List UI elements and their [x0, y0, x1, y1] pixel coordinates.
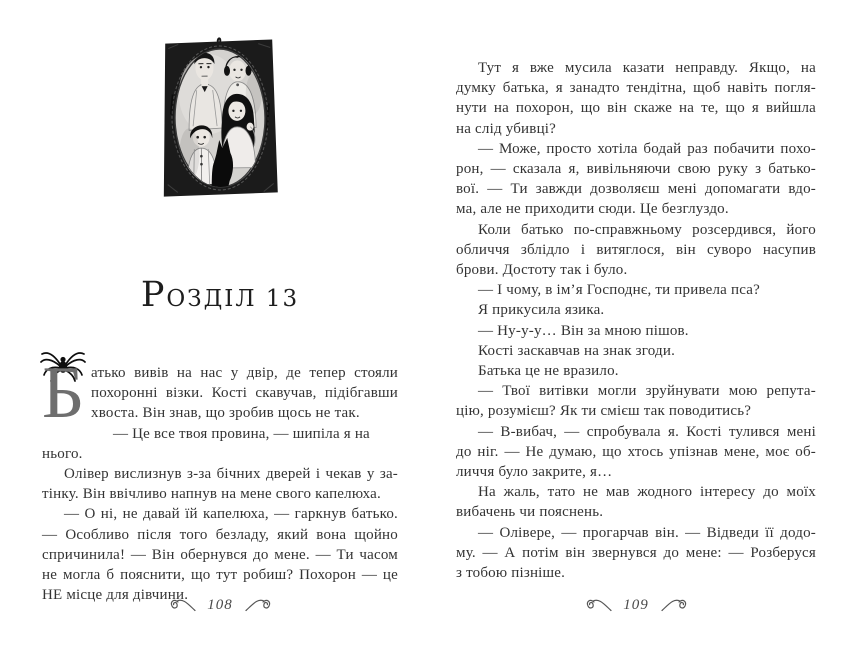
flourish-right-icon: [245, 598, 272, 613]
paragraph: [456, 381, 816, 421]
paragraph: [456, 300, 816, 320]
text-line: му. — А потім він звернувся до мене: — Розберуся: [456, 544, 816, 561]
paragraph: [456, 341, 816, 361]
text-line: до ніг. — Не думаю, що хтось упізнав мене, моє об-: [456, 443, 816, 460]
paragraph: [42, 424, 398, 464]
text-line: думку батька, я занадто тендітна, щоб навіть погля-: [456, 80, 816, 97]
text-line: тінку. Він ввічливо напнув на мене свого капелюха.: [42, 486, 381, 503]
paragraph: [456, 321, 816, 341]
text-line: атько вивів на нас у двір, де тепер стояли: [91, 365, 398, 381]
right-page-footer: [456, 597, 816, 614]
text-line: личчя було закрите, я…: [456, 464, 613, 481]
text-line: з тобою пізніше.: [456, 565, 566, 582]
flourish-left-icon: [169, 598, 196, 613]
left-page-footer: [42, 597, 398, 614]
text-line: — Особливо після того безладу, який вона щойно: [42, 526, 398, 543]
text-line: нути на похорон, що він скаже на те, що я вийшла: [456, 100, 816, 117]
flourish-right-icon: [661, 598, 688, 613]
text-line: хвоста. Він знав, що зробив щось не так.: [91, 405, 360, 422]
page-number: 109: [623, 597, 649, 614]
left-page: [42, 0, 398, 650]
right-page-text: [456, 58, 816, 583]
text-line: — Ну-у-у… Він за мною пішов.: [478, 322, 689, 339]
flourish-left-icon: [585, 598, 612, 613]
text-line: Тут я вже мусила казати неправду. Якщо, на: [478, 60, 816, 76]
text-line: похоронні візки. Кості скавучав, підібгавши: [91, 385, 398, 402]
paragraph: [42, 504, 398, 605]
text-line: НЕ місце для дівчини.: [42, 587, 189, 604]
paragraph: [456, 280, 816, 300]
drop-cap: [42, 352, 88, 434]
text-line: спричинила! — Він обернувся до мене. — Ти часом: [42, 546, 398, 563]
paragraph: [456, 361, 816, 381]
chapter-title: [42, 275, 398, 315]
right-page: [456, 0, 816, 650]
text-line: брови. Достоту так і було.: [456, 262, 628, 279]
text-line: — Твої витівки могли зруйнувати мою репута-: [478, 383, 816, 400]
text-line: не могла б пояснити, що тут робиш? Похорон — це: [42, 567, 398, 584]
text-line: Коли батько по-справжньому розсердився, його: [478, 221, 816, 238]
text-line: На жаль, тато не мав жодного інтересу до моїх: [478, 484, 816, 501]
chapter-title-rest: ОЗДІЛ 13: [166, 286, 300, 312]
text-line: — Може, просто хотіла бодай раз побачити похо-: [478, 140, 816, 157]
paragraph: [456, 482, 816, 522]
chapter-title-initial: Р: [140, 275, 167, 315]
left-page-text: [42, 352, 398, 605]
text-line: Батька це не вразило.: [478, 363, 619, 380]
paragraph: [456, 523, 816, 584]
text-line: — Це все твоя провина, — шипіла я на нього.: [42, 425, 370, 462]
text-line: ма, але не приходити сюди. Це безглуздо.: [456, 201, 729, 218]
text-line: Кості заскавчав на знак згоди.: [478, 342, 676, 359]
text-line: вибачень чи пояснень.: [456, 504, 604, 521]
text-line: рон, — сказала я, вивільняючи свою руку з батько-: [456, 161, 816, 178]
text-line: — І чому, в ім’я Господнє, ти привела пса?: [478, 282, 760, 299]
paragraph: [456, 220, 816, 281]
text-line: цію, розумієш? Як ти смієш так поводитись?: [456, 403, 752, 420]
paragraph: [42, 352, 398, 434]
text-line: Я прикусила язика.: [478, 302, 605, 319]
paragraph: [456, 139, 816, 220]
text-line: вої. — Ти завжди дозволяєш мені допомагати вдо-: [456, 181, 816, 198]
drop-cap-letter: Б: [42, 352, 85, 434]
text-line: — В-вибач, — спробувала я. Кості тулився мені: [478, 423, 816, 440]
paragraph: [456, 58, 816, 139]
text-line: Олівер вислизнув з-за бічних дверей і чекав у за-: [64, 466, 398, 483]
family-portrait-illustration: [158, 33, 282, 202]
text-line: — О ні, не давай їй капелюха, — гаркнув батько.: [64, 506, 398, 523]
paragraph: [456, 422, 816, 483]
page-number: 108: [207, 597, 233, 614]
text-line: обличчя зблідло і витяглося, він суворо насупив: [456, 241, 816, 258]
text-line: — Олівере, — прогарчав він. — Відведи її додо-: [478, 524, 816, 541]
paragraph: [42, 464, 398, 504]
text-line: на слід убивці?: [456, 120, 557, 137]
